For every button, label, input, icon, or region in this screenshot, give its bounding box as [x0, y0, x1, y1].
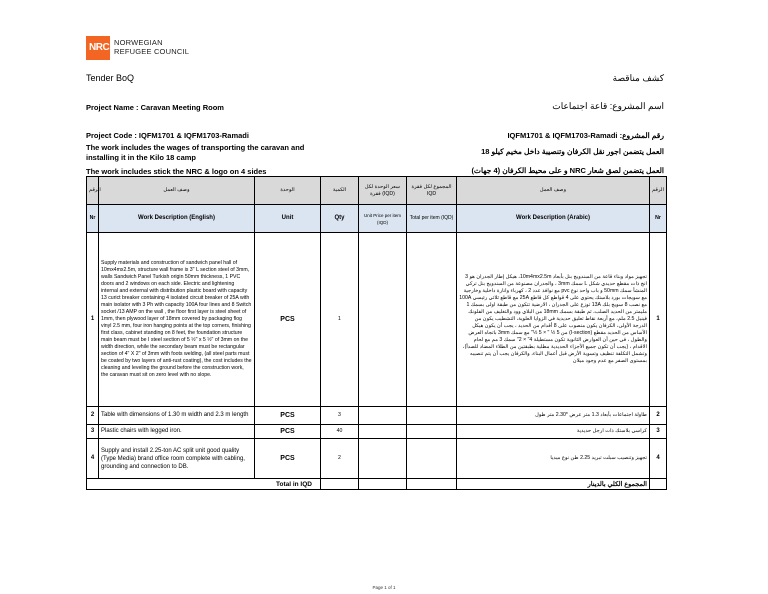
- row1-nr: 1: [87, 233, 99, 407]
- head-en-qty: Qty: [321, 205, 359, 233]
- title-ar: كشف مناقصة: [612, 73, 664, 83]
- row3-unit: PCS: [255, 425, 321, 439]
- work-note2-en: The work includes stick the NRC & logo on 4 sides: [86, 167, 267, 176]
- row3-nr: 3: [87, 425, 99, 439]
- head-ar-total: المجموع لكل فقرة IQD: [407, 177, 457, 205]
- row4-total[interactable]: [407, 439, 457, 479]
- row2-unit-price[interactable]: [359, 407, 407, 425]
- total-nr: [650, 479, 667, 490]
- row1-desc-ar: تجهيز مواد وبناء قاعة من السندويج بنل بأبعاد 10m4mx2.5m، هيكل إطار الجدران هو 3 انج ذات مقطع حديدي شكل L سمك 3mm ، والجدران مصنوعة من السندويج بنل تركي المنشأ سمك 50mm و باب واحد نوع pvc مع نوافذ عدد 2 ، كهرباء وانارة داخلية وخارجية مع سويجات بورد بلاستك يحتوي على 4 قواطع كل قاطع 25A مع قاطع ثلاثي رئيسي 100A مع نصب 8 سويج بلك 13A توزع على الجدران ، الارضية تتكون من طبقة اولى بسمك 1 مليمتر من الحديد الصلب، ثم طبقة بسمك 18mm من البلاي وود والتغليف من الفلونك فينيل 2.5 ملم، مع أربعة نقاط تعليق حديدية في الزوايا العلوية، التشطيب يكون من الدرجة الأولى، الكرفان يكون منصوب على 8 أقدام من الحديد ، يجب أن يكون هيكل الأساس من الحديد مقطع (I-section) من 5 ½ " × 5 ½" مع سمك 3mm باتجاه العرض والطول ، في حين أن العوارض الثانوية تكون مستطيلة 4" × 2" سمك 3 مم مع لحام الاقدام ، (يجب أن تكون جميع الأجزاء الحديدية مطلية بطبقتين من الطلاء المضاد للصدأ)، وتشمل التكلفة تنظيف وتسوية الأرض قبل أعمال البناء، والكرفان يجب أن يتم تنصيبه بمستوى الصفر مع عدم وجود ميلان: [457, 233, 650, 407]
- row4-desc-en: Supply and install 2.25-ton AC split unit good quality (Type Media) brand office room complete with cabling, grounding and connection to DB.: [99, 439, 255, 479]
- project-name-ar: اسم المشروع: قاعة اجتماعات: [552, 101, 664, 111]
- total-row: [87, 479, 667, 490]
- org-name-line1: NORWEGIAN: [114, 38, 163, 47]
- row3-desc-ar: كراسي بلاستك ذات ارجل حديدية: [457, 425, 650, 439]
- head-en-nr-ar: Nr: [650, 205, 667, 233]
- work-note1-ar: العمل يتضمن اجور نقل الكرفان وتنصيبة داخل مخيم كيلو 18: [481, 147, 664, 156]
- table-header-ar: [87, 177, 667, 205]
- row1-desc-en: Supply materials and construction of sandwich panel hall of 10mx4mx2.5m, structure wall frame is 3" L section steel of 3mm, walls Sandwich Panel Turkish origin 50mm thickness, 1 PVC doors and 2 windows on each side. Electric and lightening internal and external with distribution plastic board with capacity 13 curict breaker containing 4 isolated circuit breaker of 25A with main isolator with 3 Ph with capacity 100A four lines and 8 Switch socket /13 AMP on the wall , the floor first layer is steel sheet of 1mm, then plywood layer of 18mm covered by packaging flog vinyl 2.5 mm, four iron hanging points at the top corners, finishing first class, cabinet standing on 8 feet, the foundation structure main beam must be I steel section of 5 ½" x 5 ½" of 3mm on the width direction, while the secondary beam must be rectangular section of 4" X 2" of 3mm with foots welding, (all steel parts must be coated by two layers of anti-rust coating), the cost includes the cleaning and leveling the ground before the construction work, the caravan must sit on zero level with no slope.: [99, 233, 255, 407]
- head-ar-qty: الكمية: [321, 177, 359, 205]
- row1-unit: PCS: [255, 233, 321, 407]
- row2-total[interactable]: [407, 407, 457, 425]
- org-name-line2: REFUGEE COUNCIL: [114, 47, 190, 56]
- head-en-unit-price: Unit Price per item (IQD): [359, 205, 407, 233]
- nrc-logo: [86, 36, 276, 60]
- work-note2-ar: العمل يتضمن لصق شعار NRC و على محيط الكرفان (4 جهات): [471, 166, 664, 175]
- total-qty: [321, 479, 359, 490]
- head-en-nr: Nr: [87, 205, 99, 233]
- row3-total[interactable]: [407, 425, 457, 439]
- table-row: [87, 407, 667, 425]
- table-header-en: [87, 205, 667, 233]
- row1-qty: 1: [321, 233, 359, 407]
- row4-unit-price[interactable]: [359, 439, 407, 479]
- total-label-en: Total in IQD: [87, 479, 321, 490]
- project-code-en: Project Code : IQFM1701 & IQFM1703-Ramadi: [86, 131, 249, 140]
- row4-qty: 2: [321, 439, 359, 479]
- head-en-desc: Work Description (English): [99, 205, 255, 233]
- head-en-total: Total per item (IQD): [407, 205, 457, 233]
- row3-qty: 40: [321, 425, 359, 439]
- row2-desc-en: Table with dimensions of 1.30 m width and 2.3 m length: [99, 407, 255, 425]
- row4-nr: 4: [87, 439, 99, 479]
- head-ar-unit: الوحدة: [255, 177, 321, 205]
- head-ar-desc: وصف العمل: [99, 177, 255, 205]
- row2-desc-ar: طاولة اجتماعات بأبعاد 1.3 متر عرض *2.30 متر طول: [457, 407, 650, 425]
- title-en: Tender BoQ: [86, 73, 135, 83]
- head-ar-nr-ar: الرقم: [650, 177, 667, 205]
- table-row: [87, 233, 667, 407]
- project-code-ar: رقم المشروع: IQFM1701 & IQFM1703-Ramadi: [507, 131, 664, 140]
- row3-nr-ar: 3: [650, 425, 667, 439]
- head-en-unit: Unit: [255, 205, 321, 233]
- page-footer: Page 1 of 1: [372, 585, 396, 590]
- project-name-en: Project Name : Caravan Meeting Room: [86, 103, 224, 112]
- boq-table: [86, 176, 667, 490]
- row2-nr-ar: 2: [650, 407, 667, 425]
- total-unit-price: [359, 479, 407, 490]
- total-value[interactable]: [407, 479, 457, 490]
- head-en-desc-ar: Work Description (Arabic): [457, 205, 650, 233]
- row4-nr-ar: 4: [650, 439, 667, 479]
- row2-qty: 3: [321, 407, 359, 425]
- row2-unit: PCS: [255, 407, 321, 425]
- row4-unit: PCS: [255, 439, 321, 479]
- head-ar-nr: الرقم: [87, 177, 99, 205]
- head-ar-desc-ar: وصف العمل: [457, 177, 650, 205]
- work-note1-en: The work includes the wages of transporting the caravan and installing it in the Kilo 18 camp: [86, 143, 305, 162]
- table-row: [87, 425, 667, 439]
- total-label-ar: المجموع الكلي بالدينار: [457, 479, 650, 490]
- nrc-logo-mark: NRC: [86, 36, 110, 60]
- row1-total[interactable]: [407, 233, 457, 407]
- head-ar-unit-price: سعر الوحدة لكل فقرة (IQD): [359, 177, 407, 205]
- row1-unit-price[interactable]: [359, 233, 407, 407]
- row1-nr-ar: 1: [650, 233, 667, 407]
- org-name: [114, 38, 189, 56]
- row4-desc-ar: تجهيز وتنصيب سبلت تبريد 2.25 طن نوع ميديا: [457, 439, 650, 479]
- table-row: [87, 439, 667, 479]
- row2-nr: 2: [87, 407, 99, 425]
- row3-desc-en: Plastic chairs with legged iron.: [99, 425, 255, 439]
- row3-unit-price[interactable]: [359, 425, 407, 439]
